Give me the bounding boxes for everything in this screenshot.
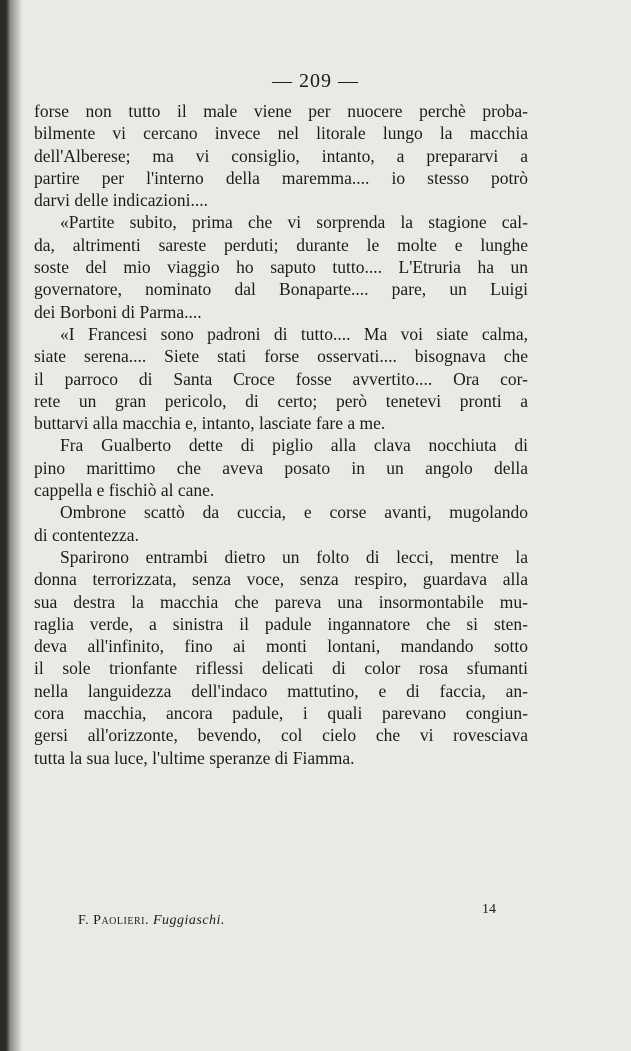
text-line: «Partite subito, prima che vi sorprenda la stagione cal- [60, 212, 528, 233]
footer-title: Fuggiaschi. [152, 913, 225, 928]
text-line: cappella e fischiò al cane. [34, 480, 215, 501]
footer-initial: F. [78, 913, 90, 928]
book-spine-shadow [0, 0, 22, 1051]
text-line: deva all'infinito, fino ai monti lontani, mandando sotto [34, 636, 528, 657]
text-line: dell'Alberese; ma vi consiglio, intanto, a prepararvi a [34, 145, 528, 166]
text-line: cora macchia, ancora padule, i quali parevano congiun- [34, 703, 528, 724]
text-line: tutta la sua luce, l'ultime speranze di Fiamma. [34, 747, 355, 768]
footer-credit [78, 913, 225, 929]
text-line: pino marittimo che aveva posato in un angolo della [34, 457, 528, 478]
text-line: gersi all'orizzonte, bevendo, col cielo che vi rovesciava [34, 725, 528, 746]
text-line: siate serena.... Siete stati forse osservati.... bisognava che [34, 346, 528, 367]
text-line: da, altrimenti sareste perduti; durante le molte e lunghe [34, 234, 528, 255]
text-line: Ombrone scattò da cuccia, e corse avanti, mugolando [60, 502, 528, 523]
text-line: darvi delle indicazioni.... [34, 190, 208, 211]
text-line: soste del mio viaggio ho saputo tutto.... L'Etruria ha un [34, 257, 528, 278]
text-line: donna terrorizzata, senza voce, senza respiro, guardava alla [34, 569, 528, 590]
text-line: il sole trionfante riflessi delicati di color rosa sfumanti [34, 658, 528, 679]
text-line: il parroco di Santa Croce fosse avvertito.... Ora cor- [34, 368, 528, 389]
text-line: buttarvi alla macchia e, intanto, lasciate fare a me. [34, 413, 386, 434]
text-line: Fra Gualberto dette di piglio alla clava nocchiuta di [60, 435, 528, 456]
text-line: bilmente vi cercano invece nel litorale lungo la macchia [34, 123, 528, 144]
text-line: nella languidezza dell'indaco mattutino, e di faccia, an- [34, 680, 528, 701]
text-line: Sparirono entrambi dietro un folto di lecci, mentre la [60, 546, 528, 567]
footer-author: Paolieri. [93, 913, 149, 928]
body-text [34, 100, 528, 769]
text-line: dei Borboni di Parma.... [34, 301, 202, 322]
text-line: «I Francesi sono padroni di tutto.... Ma voi siate calma, [60, 323, 528, 344]
text-line: raglia verde, a sinistra il padule ingannatore che si sten- [34, 613, 528, 634]
text-line: sua destra la macchia che pareva una insormontabile mu- [34, 591, 528, 612]
text-line: di contentezza. [34, 524, 139, 545]
signature-mark: 14 [482, 902, 496, 917]
text-line: rete un gran pericolo, di certo; però tenetevi pronti a [34, 390, 528, 411]
page-number: — 209 — [272, 70, 359, 92]
text-line: governatore, nominato dal Bonaparte.... pare, un Luigi [34, 279, 528, 300]
text-line: forse non tutto il male viene per nuocere perchè proba- [34, 101, 528, 121]
text-line: partire per l'interno della maremma.... io stesso potrò [34, 167, 528, 188]
